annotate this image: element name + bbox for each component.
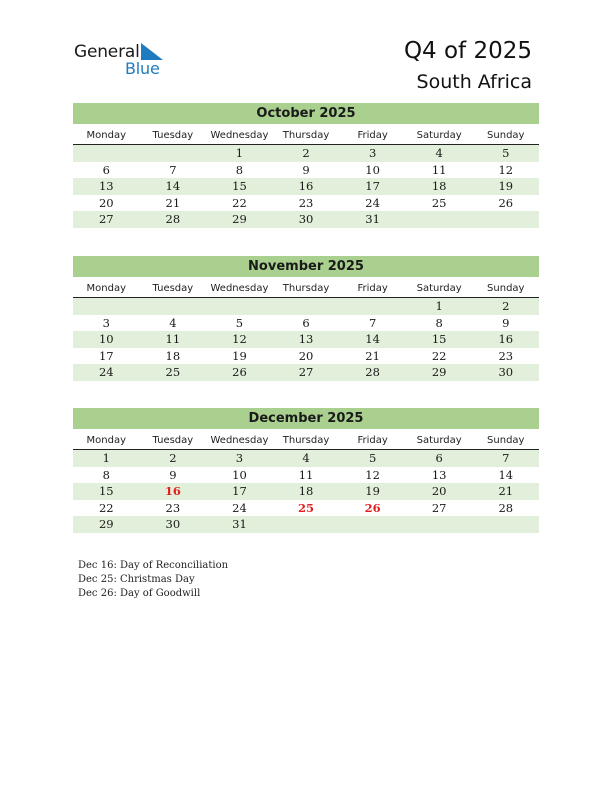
- day-cell: 30: [498, 365, 514, 380]
- day-cell: 22: [431, 348, 447, 363]
- holiday-note: Dec 25: Christmas Day: [78, 574, 195, 585]
- day-cell: 19: [498, 179, 514, 194]
- day-cell: [406, 516, 473, 533]
- day-cell: [73, 145, 140, 162]
- weekday-label: Tuesday: [152, 435, 194, 446]
- day-cell: [273, 298, 340, 315]
- week-row: [73, 298, 539, 315]
- weekday-label: Friday: [357, 130, 388, 141]
- week-row: [73, 364, 539, 381]
- weekday-label: Monday: [86, 130, 127, 141]
- day-cell: 30: [165, 517, 181, 532]
- day-cell: 20: [431, 484, 447, 499]
- weekday-header-row: [73, 433, 539, 450]
- day-cell: 11: [165, 332, 181, 347]
- day-cell: [206, 298, 273, 315]
- day-cell: 26: [498, 195, 514, 210]
- day-cell: 1: [102, 451, 110, 465]
- day-cell: 15: [431, 332, 447, 347]
- week-row: [73, 178, 539, 195]
- day-cell: 26: [232, 365, 247, 380]
- week-row: [73, 331, 539, 348]
- page-subtitle: South Africa: [416, 71, 532, 93]
- day-cell: [339, 298, 406, 315]
- day-cell: 11: [298, 467, 314, 482]
- month-title: October 2025: [73, 103, 539, 124]
- day-cell: 6: [435, 451, 443, 465]
- day-cell: [273, 516, 340, 533]
- day-cell: [140, 145, 207, 162]
- day-cell: 2: [302, 146, 310, 160]
- day-cell: 18: [298, 484, 314, 499]
- day-cell: 3: [235, 451, 244, 465]
- day-cell: 19: [232, 348, 247, 363]
- day-cell: 28: [498, 500, 514, 515]
- day-cell: 14: [165, 179, 181, 194]
- day-cell: [472, 211, 539, 228]
- holiday-notes: [78, 559, 228, 601]
- weekday-label: Wednesday: [210, 435, 269, 446]
- day-cell: 11: [431, 162, 447, 177]
- week-row: [73, 211, 539, 228]
- day-cell: 6: [302, 315, 310, 330]
- day-cell: 23: [298, 195, 314, 210]
- day-cell: 2: [502, 299, 510, 313]
- day-cell: 27: [298, 365, 314, 380]
- holiday-note: Dec 26: Day of Goodwill: [78, 588, 201, 599]
- day-cell: 22: [98, 500, 114, 515]
- day-cell: 17: [365, 179, 380, 194]
- day-cell: 15: [98, 484, 114, 499]
- day-cell: 5: [368, 451, 377, 465]
- day-cell: 4: [435, 146, 443, 160]
- day-cell: 24: [365, 195, 380, 210]
- day-cell: 25: [431, 195, 447, 210]
- day-cell: 20: [298, 348, 314, 363]
- weekday-label: Thursday: [282, 283, 330, 294]
- day-cell: 10: [232, 467, 247, 482]
- day-cell: 1: [435, 299, 443, 313]
- week-row: [73, 467, 539, 484]
- week-row: [73, 516, 539, 533]
- weekday-header-row: [73, 128, 539, 145]
- weekday-header-row: [73, 281, 539, 298]
- day-cell: [472, 516, 539, 533]
- weekday-label: Sunday: [487, 130, 525, 141]
- day-cell: 12: [498, 162, 514, 177]
- logo-word-general: General: [74, 42, 140, 62]
- weekday-label: Tuesday: [152, 283, 194, 294]
- weekday-label: Thursday: [282, 130, 330, 141]
- holiday-day-cell: 26: [364, 500, 381, 515]
- day-cell: 18: [431, 179, 447, 194]
- day-cell: 27: [98, 212, 114, 227]
- day-cell: 1: [235, 146, 244, 160]
- day-cell: 2: [169, 451, 177, 465]
- day-cell: 7: [368, 315, 377, 330]
- day-cell: 7: [502, 451, 510, 465]
- day-cell: 4: [169, 315, 177, 330]
- day-cell: 25: [165, 365, 181, 380]
- week-row: [73, 315, 539, 332]
- month-calendar-december: [73, 408, 539, 533]
- day-cell: 8: [235, 162, 244, 177]
- logo-word-blue: Blue: [125, 59, 160, 78]
- day-cell: 10: [98, 332, 114, 347]
- day-cell: 14: [365, 332, 380, 347]
- day-cell: 22: [232, 195, 247, 210]
- day-cell: 21: [498, 484, 514, 499]
- day-cell: 3: [102, 315, 110, 330]
- day-cell: 16: [498, 332, 514, 347]
- day-cell: [406, 211, 473, 228]
- day-cell: 9: [302, 162, 310, 177]
- weekday-label: Friday: [357, 435, 388, 446]
- day-cell: 5: [235, 315, 244, 330]
- weekday-label: Monday: [86, 283, 127, 294]
- day-cell: 29: [232, 212, 247, 227]
- week-row: [73, 450, 539, 467]
- weekday-label: Saturday: [416, 283, 462, 294]
- weekday-label: Saturday: [416, 435, 462, 446]
- day-cell: 29: [431, 365, 447, 380]
- day-cell: 8: [102, 467, 110, 482]
- day-cell: 19: [365, 484, 380, 499]
- weekday-label: Monday: [86, 435, 127, 446]
- day-cell: 31: [365, 212, 380, 227]
- weekday-label: Sunday: [487, 283, 525, 294]
- day-cell: [73, 298, 140, 315]
- logo-triangle-icon: [141, 43, 163, 60]
- week-row: [73, 348, 539, 365]
- weekday-label: Thursday: [282, 435, 330, 446]
- holiday-day-cell: 16: [164, 484, 181, 499]
- month-title: November 2025: [73, 256, 539, 277]
- day-cell: 5: [502, 146, 510, 160]
- weekday-label: Tuesday: [152, 130, 194, 141]
- weekday-label: Friday: [357, 283, 388, 294]
- day-cell: 21: [165, 195, 181, 210]
- week-row: [73, 145, 539, 162]
- day-cell: 13: [98, 179, 114, 194]
- day-cell: 24: [98, 365, 114, 380]
- day-cell: 28: [165, 212, 181, 227]
- day-cell: 27: [431, 500, 447, 515]
- day-cell: 3: [368, 146, 377, 160]
- day-cell: 6: [102, 162, 110, 177]
- weekday-label: Wednesday: [210, 130, 269, 141]
- week-row: [73, 483, 539, 500]
- day-cell: 13: [431, 467, 447, 482]
- day-cell: [339, 516, 406, 533]
- day-cell: 16: [298, 179, 314, 194]
- day-cell: 24: [232, 500, 247, 515]
- month-calendar-november: [73, 256, 539, 381]
- week-row: [73, 195, 539, 212]
- day-cell: 15: [232, 179, 247, 194]
- day-cell: 31: [232, 517, 247, 532]
- day-cell: 29: [98, 517, 114, 532]
- day-cell: 20: [98, 195, 114, 210]
- day-cell: 13: [298, 332, 314, 347]
- day-cell: 28: [365, 365, 380, 380]
- day-cell: 14: [498, 467, 514, 482]
- holiday-note: Dec 16: Day of Reconciliation: [78, 560, 229, 571]
- day-cell: 10: [365, 162, 380, 177]
- day-cell: [140, 298, 207, 315]
- day-cell: 17: [98, 348, 114, 363]
- day-cell: 12: [365, 467, 380, 482]
- day-cell: 17: [232, 484, 247, 499]
- day-cell: 18: [165, 348, 181, 363]
- day-cell: 30: [298, 212, 314, 227]
- day-cell: 7: [169, 162, 177, 177]
- day-cell: 9: [502, 315, 510, 330]
- weekday-label: Sunday: [487, 435, 525, 446]
- day-cell: 21: [365, 348, 380, 363]
- month-calendar-october: [73, 103, 539, 228]
- week-row: [73, 162, 539, 179]
- day-cell: 23: [498, 348, 514, 363]
- day-cell: 8: [435, 315, 443, 330]
- page-title: Q4 of 2025: [403, 38, 532, 64]
- day-cell: 9: [169, 467, 177, 482]
- generalblue-logo: [74, 42, 174, 78]
- holiday-day-cell: 25: [298, 500, 315, 515]
- weekday-label: Saturday: [416, 130, 462, 141]
- week-row: [73, 500, 539, 517]
- weekday-label: Wednesday: [210, 283, 269, 294]
- day-cell: 23: [165, 500, 181, 515]
- day-cell: 4: [302, 451, 310, 465]
- month-title: December 2025: [73, 408, 539, 429]
- day-cell: 12: [232, 332, 247, 347]
